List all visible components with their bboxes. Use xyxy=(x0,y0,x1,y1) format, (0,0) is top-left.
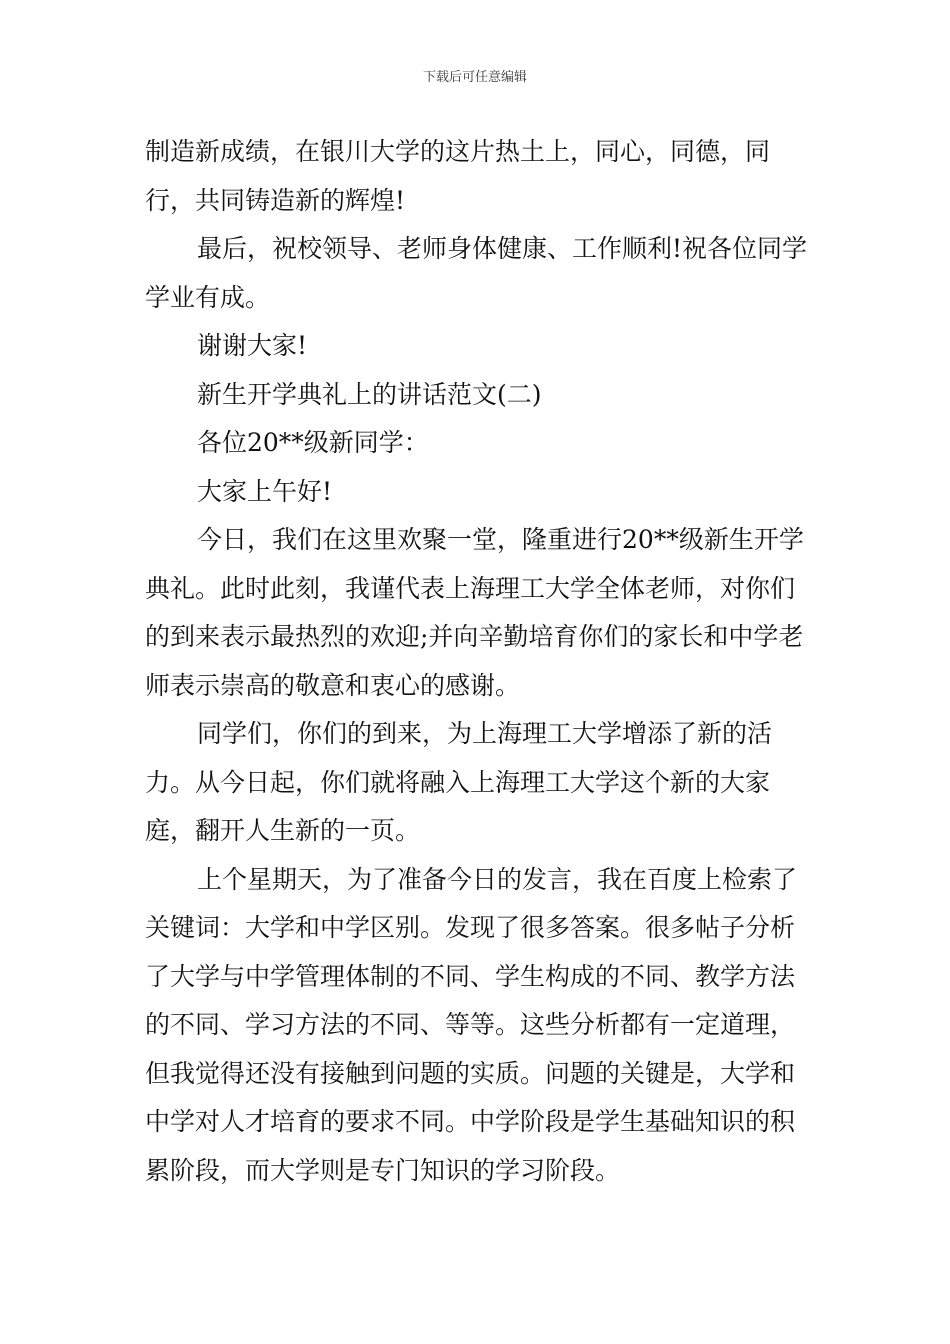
salutation: 各位20**级新同学： xyxy=(197,428,429,457)
greeting: 大家上午好! xyxy=(197,476,333,506)
paragraph: 今日，我们在这里欢聚一堂，隆重进行20**级新生开学典礼。此时此刻，我谨代表上海理工大学全体老师，对你们的到来表示最热烈的欢迎;并向辛勤培育你们的家长和中学老师表示崇高的敬意和衷心的感谢。 xyxy=(145,525,804,700)
section-title: 新生开学典礼上的讲话范文(二) xyxy=(197,379,542,409)
page-header: 下载后可任意编辑 xyxy=(422,70,527,85)
paragraph: 最后，祝校领导、老师身体健康、工作顺利!祝各位同学学业有成。 xyxy=(145,234,808,312)
paragraph: 谢谢大家! xyxy=(197,331,308,360)
document-body xyxy=(145,128,810,1195)
paragraph: 制造新成绩，在银川大学的这片热土上，同心，同德，同行，共同铸造新的辉煌! xyxy=(145,137,771,215)
paragraph: 上个星期天，为了准备今日的发言，我在百度上检索了关键词：大学和中学区别。发现了很多答案。很多帖子分析了大学与中学管理体制的不同、学生构成的不同、教学方法的不同、学习方法的不同、等等。这些分析都有一定道理，但我觉得还没有接触到问题的实质。问题的关键是，大学和中学对人才培育的要求不同。中学阶段是学生基础知识的积累阶段，而大学则是专门知识的学习阶段。 xyxy=(145,864,798,1185)
paragraph: 同学们，你们的到来，为上海理工大学增添了新的活力。从今日起，你们就将融入上海理工大学这个新的大家庭，翻开人生新的一页。 xyxy=(145,719,773,845)
